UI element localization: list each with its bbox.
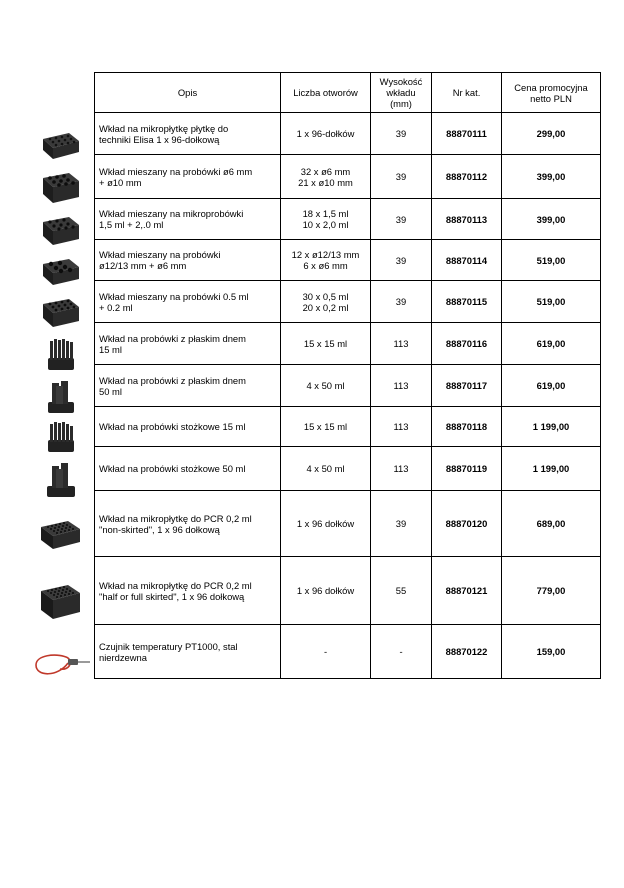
row-description: [95, 113, 281, 155]
row-hole-count-line: 32 x ø6 mm: [300, 165, 351, 177]
plate-icon: [30, 502, 92, 568]
row-hole-count-line: 15 x 15 ml: [303, 338, 348, 349]
row-hole-count-line: 15 x 15 ml: [303, 421, 348, 432]
table-row: [95, 155, 601, 199]
row-description-line: Wkład na mikropłytkę do PCR 0,2 ml: [99, 579, 252, 591]
row-description-line: "half or full skirted", 1 x 96 dołkową: [99, 590, 245, 602]
row-hole-count-line: 4 x 50 ml: [306, 380, 345, 391]
row-insert-height: 113: [371, 323, 432, 365]
row-insert-height: 39: [371, 199, 432, 240]
row-description-line: 50 ml: [99, 385, 122, 397]
row-description: [95, 281, 281, 323]
row-price: 619,00: [502, 365, 601, 407]
row-description-line: + ø10 mm: [99, 176, 142, 188]
row-description: [95, 365, 281, 407]
plate-icon: [30, 568, 92, 636]
row-price: 689,00: [502, 491, 601, 557]
table-row: [95, 407, 601, 447]
row-insert-height: 39: [371, 155, 432, 199]
header-desc: Opis: [95, 73, 281, 113]
row-catalog-number: 88870111: [432, 113, 502, 155]
table-row: [95, 557, 601, 625]
row-catalog-number: 88870115: [432, 281, 502, 323]
block-icon: [30, 292, 92, 334]
table-row: [95, 199, 601, 240]
row-hole-count: [281, 447, 371, 491]
row-description-line: Wkład na mikropłytkę płytkę do: [99, 122, 229, 134]
row-hole-count-line: 1 x 96-dołków: [296, 128, 355, 139]
row-hole-count: [281, 491, 371, 557]
row-description: [95, 323, 281, 365]
row-insert-height: 55: [371, 557, 432, 625]
row-description-line: Wkład mieszany na mikroprobówki: [99, 208, 244, 219]
row-description-line: Wkład na probówki z płaskim dnem: [99, 332, 246, 344]
rack-icon: [30, 376, 92, 418]
row-description-line: techniki Elisa 1 x 96-dołkową: [99, 133, 220, 145]
header-height-line2: wkładu: [386, 87, 416, 98]
row-hole-count: [281, 625, 371, 679]
table-row: [95, 240, 601, 281]
block-icon: [30, 251, 92, 292]
row-catalog-number: 88870120: [432, 491, 502, 557]
row-description-line: Wkład na probówki stożkowe 15 ml: [99, 421, 246, 432]
row-description-line: Wkład mieszany na probówki ø6 mm: [99, 165, 253, 177]
row-description: [95, 199, 281, 240]
row-price: 519,00: [502, 240, 601, 281]
row-hole-count-line: 1 x 96 dołków: [296, 518, 355, 529]
header-height-line1: Wysokość: [379, 76, 423, 87]
row-price: 399,00: [502, 155, 601, 199]
price-table: [94, 72, 601, 679]
row-description: [95, 625, 281, 679]
row-hole-count: [281, 240, 371, 281]
row-description-line: Wkład na mikropłytkę do PCR 0,2 ml: [99, 512, 252, 524]
table-row: [95, 491, 601, 557]
row-hole-count-line: 1 x 96 dołków: [296, 585, 355, 596]
row-hole-count-line: 4 x 50 ml: [306, 463, 345, 474]
table-row: [95, 447, 601, 491]
header-cat: Nr kat.: [432, 73, 502, 113]
row-insert-height: 39: [371, 281, 432, 323]
row-catalog-number: 88870114: [432, 240, 502, 281]
row-description-line: "non-skirted", 1 x 96 dołkową: [99, 523, 220, 535]
rack-icon: [30, 458, 92, 502]
row-hole-count-line: 20 x 0,2 ml: [302, 301, 349, 313]
row-insert-height: 113: [371, 407, 432, 447]
row-description-line: + 0.2 ml: [99, 301, 133, 313]
product-thumbnails: [30, 0, 92, 888]
block-icon: [30, 210, 92, 251]
table-row: [95, 281, 601, 323]
row-price: 519,00: [502, 281, 601, 323]
row-hole-count: [281, 365, 371, 407]
header-price-line1: Cena promocyjna: [514, 81, 588, 93]
row-price: 159,00: [502, 625, 601, 679]
row-hole-count-line: 21 x ø10 mm: [298, 176, 353, 188]
block-icon: [30, 166, 92, 210]
table-row: [95, 323, 601, 365]
row-description-line: Wkład na probówki z płaskim dnem: [99, 374, 246, 386]
row-hole-count: [281, 155, 371, 199]
row-catalog-number: 88870112: [432, 155, 502, 199]
row-description: [95, 491, 281, 557]
row-hole-count: [281, 281, 371, 323]
row-hole-count-line: -: [323, 646, 328, 657]
row-price: 399,00: [502, 199, 601, 240]
row-catalog-number: 88870117: [432, 365, 502, 407]
row-price: 619,00: [502, 323, 601, 365]
row-hole-count: [281, 113, 371, 155]
row-hole-count-line: 30 x 0,5 ml: [302, 290, 349, 302]
row-insert-height: 39: [371, 113, 432, 155]
row-insert-height: 39: [371, 491, 432, 557]
row-description: [95, 155, 281, 199]
sensor-icon: [30, 636, 92, 690]
row-catalog-number: 88870119: [432, 447, 502, 491]
row-hole-count: [281, 323, 371, 365]
row-price: 1 199,00: [502, 407, 601, 447]
header-price-line2: netto PLN: [530, 92, 572, 104]
row-price: 779,00: [502, 557, 601, 625]
row-insert-height: 39: [371, 240, 432, 281]
header-height-line3: (mm): [390, 98, 412, 109]
row-description: [95, 407, 281, 447]
row-description: [95, 447, 281, 491]
row-description-line: Czujnik temperatury PT1000, stal: [99, 640, 238, 652]
row-description-line: Wkład mieszany na probówki 0.5 ml: [99, 290, 249, 302]
rack-icon: [30, 418, 92, 458]
table-body: [95, 113, 601, 679]
rack-icon: [30, 334, 92, 376]
table-header-row: [95, 73, 601, 113]
row-description: [95, 240, 281, 281]
row-catalog-number: 88870113: [432, 199, 502, 240]
row-description-line: Wkład na probówki stożkowe 50 ml: [99, 463, 246, 474]
row-catalog-number: 88870122: [432, 625, 502, 679]
row-hole-count: [281, 557, 371, 625]
row-description-line: 15 ml: [99, 343, 122, 355]
row-insert-height: 113: [371, 447, 432, 491]
row-catalog-number: 88870121: [432, 557, 502, 625]
row-price: 299,00: [502, 113, 601, 155]
row-insert-height: -: [371, 625, 432, 679]
row-description-line: Wkład mieszany na probówki: [99, 249, 221, 260]
row-hole-count-line: 6 x ø6 mm: [303, 260, 348, 271]
row-hole-count: [281, 407, 371, 447]
row-catalog-number: 88870116: [432, 323, 502, 365]
price-table-wrapper: [94, 72, 601, 679]
table-row: [95, 625, 601, 679]
row-description: [95, 557, 281, 625]
row-description-line: nierdzewna: [99, 651, 147, 663]
table-row: [95, 365, 601, 407]
table-row: [95, 113, 601, 155]
row-description-line: 1,5 ml + 2,.0 ml: [99, 219, 164, 230]
header-count: Liczba otworów: [281, 73, 371, 113]
block-icon: [30, 124, 92, 166]
row-price: 1 199,00: [502, 447, 601, 491]
row-catalog-number: 88870118: [432, 407, 502, 447]
header-height: [371, 73, 432, 113]
row-hole-count-line: 18 x 1,5 ml: [302, 208, 349, 219]
row-hole-count: [281, 199, 371, 240]
header-price: [502, 73, 601, 113]
row-insert-height: 113: [371, 365, 432, 407]
row-hole-count-line: 10 x 2,0 ml: [302, 219, 349, 230]
row-hole-count-line: 12 x ø12/13 mm: [291, 249, 360, 260]
row-description-line: ø12/13 mm + ø6 mm: [99, 260, 187, 271]
